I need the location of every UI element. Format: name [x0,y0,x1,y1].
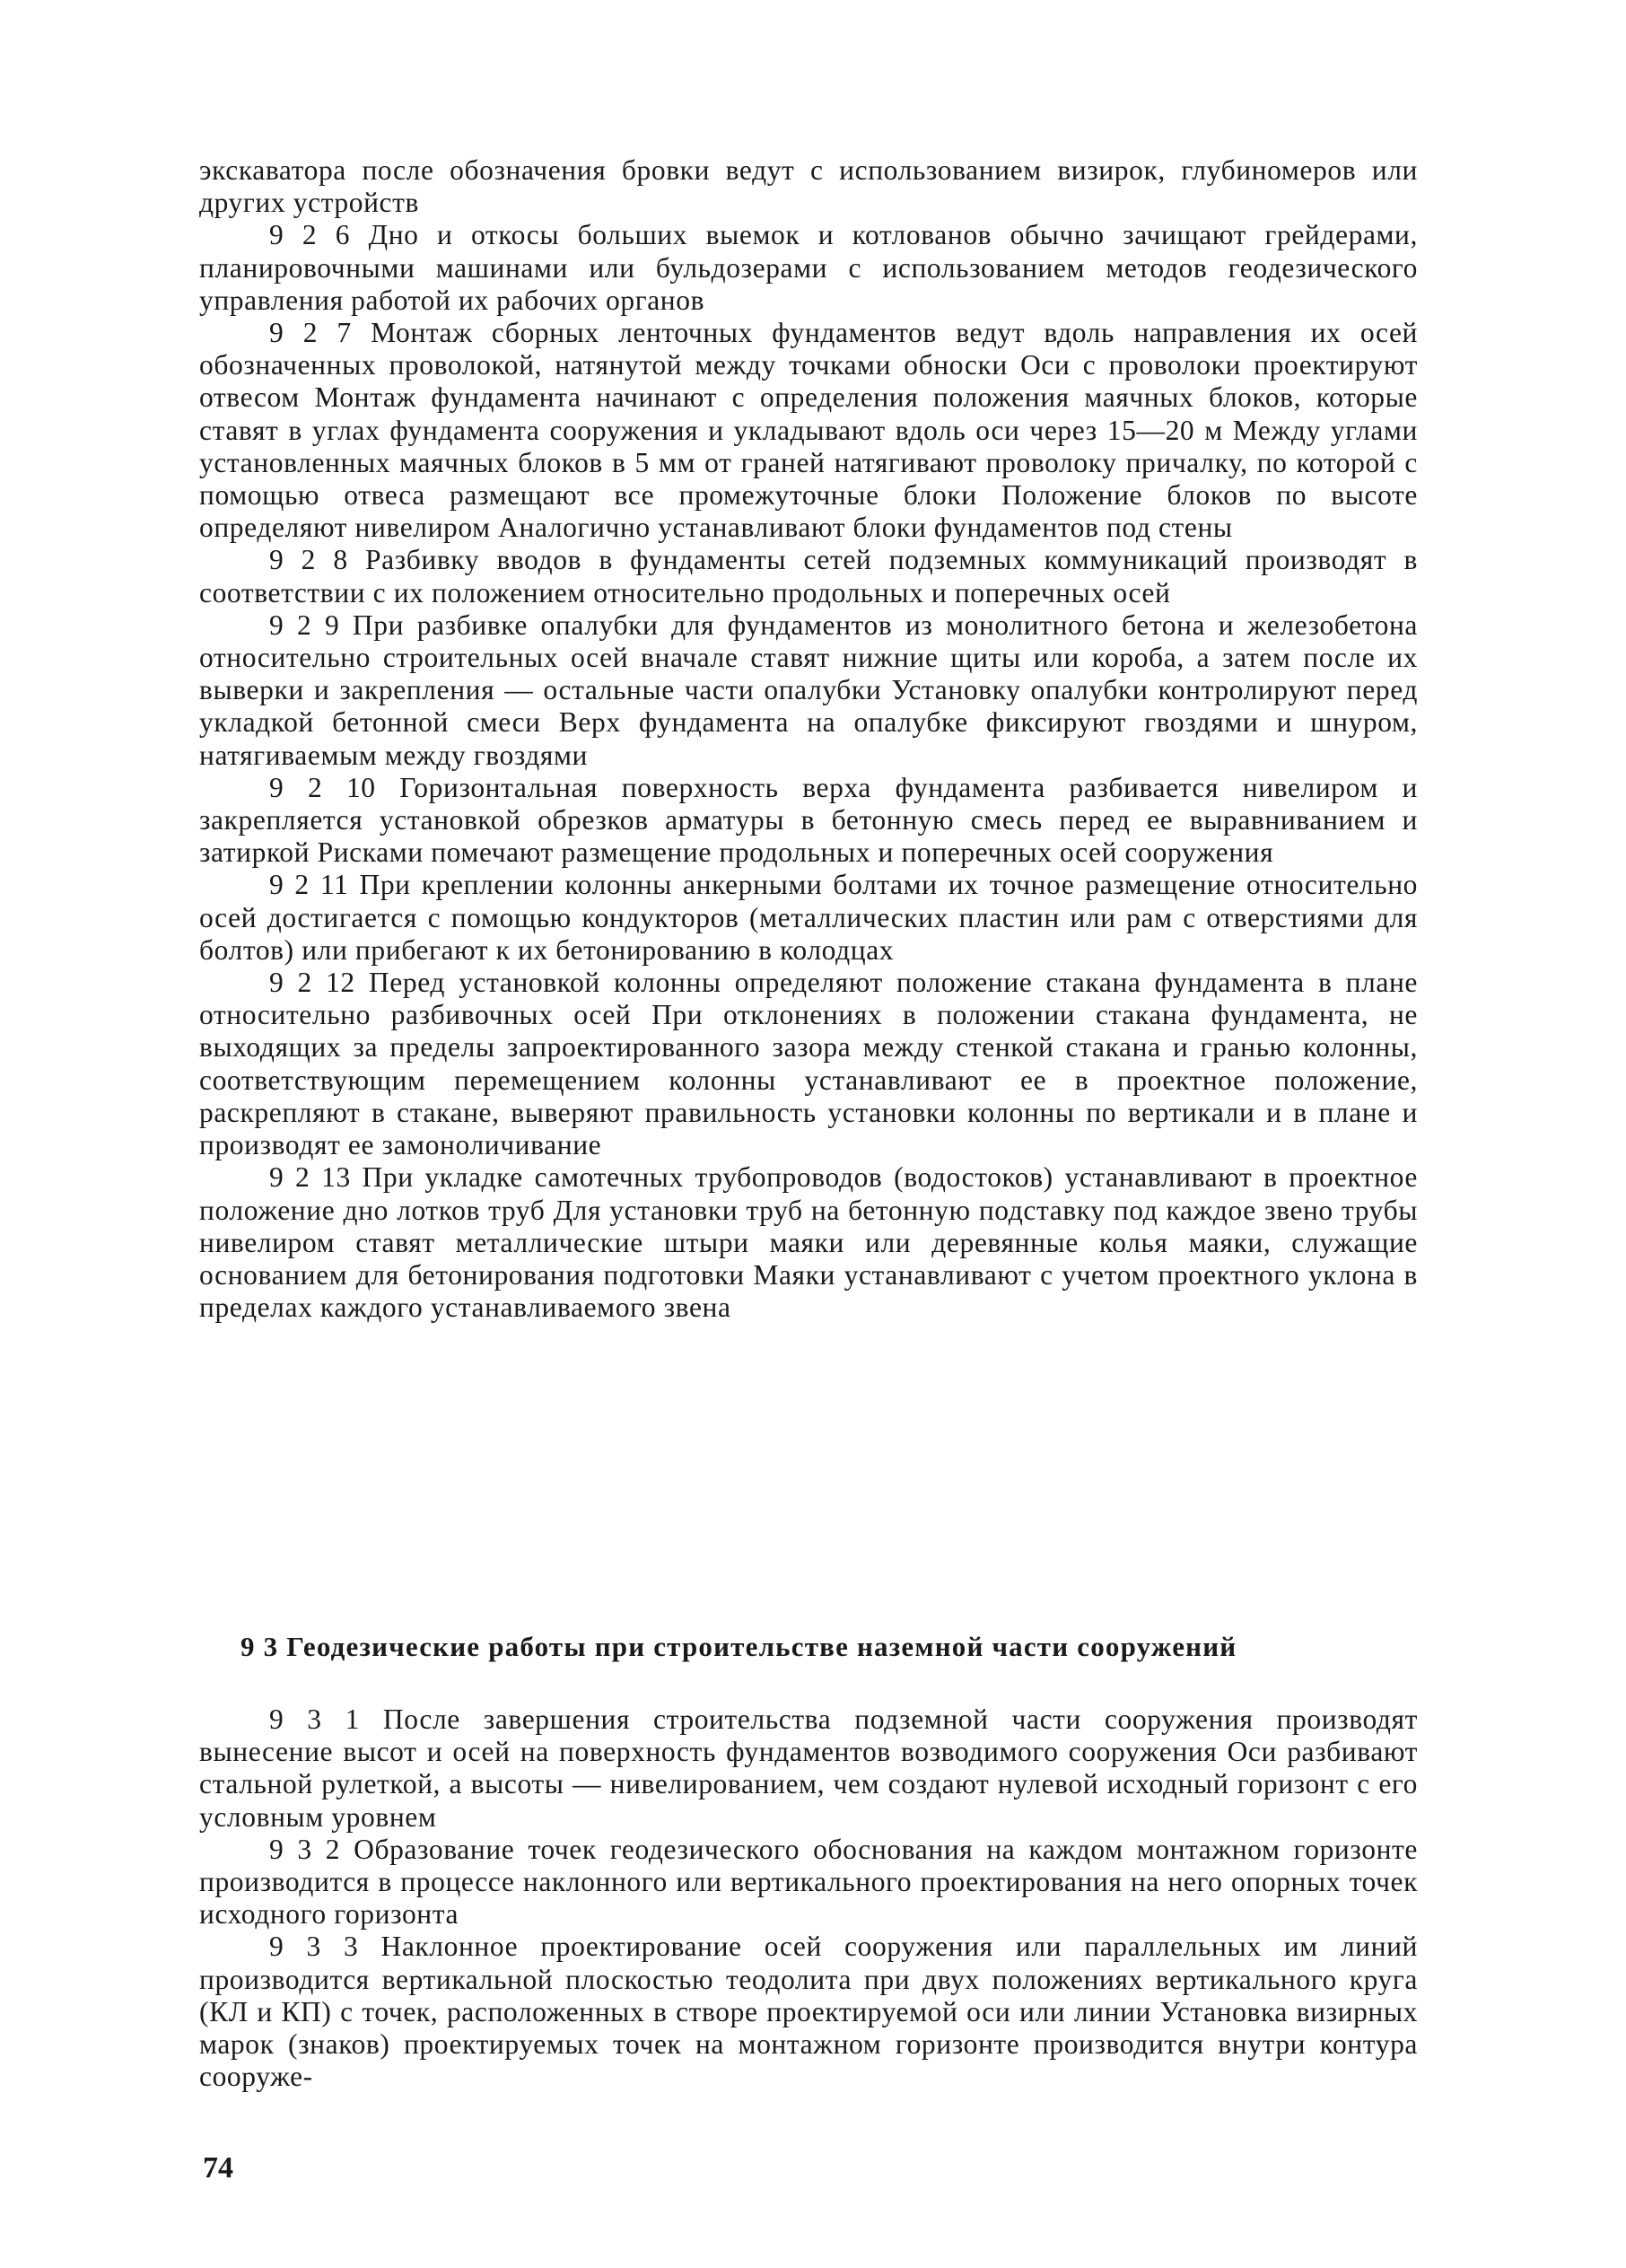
paragraph-9-2-9: 9 2 9 При разбивке опалубки для фундаментов из монолитного бетона и железобетона относительно строительных осей вначале ставят нижние щиты или короба, а затем после их выверки и закрепления — остальные части опалубки Установку опалубки контролируют перед укладкой бетонной смеси Верх фундамента на опалубке фиксируют гвоздями и шнуром, натягиваемым между гвоздями [199,609,1418,771]
paragraph-continuation: экскаватора после обозначения бровки ведут с использованием визирок, глубиномеров или других устройств [199,154,1418,219]
paragraph-9-3-2: 9 3 2 Образование точек геодезического обоснования на каждом монтажном горизонте производится в процессе наклонного или вертикального проектирования на него опорных точек исходного горизонта [199,1833,1418,1931]
paragraph-9-2-10: 9 2 10 Горизонтальная поверхность верха фундамента разбивается нивелиром и закрепляется установкой обрезков арматуры в бетонную смесь перед ее выравниванием и затиркой Рисками помечают размещение продольных и поперечных осей сооружения [199,771,1418,869]
paragraph-9-2-6: 9 2 6 Дно и откосы больших выемок и котлованов обычно зачищают грейдерами, планировочными машинами или бульдозерами с использованием методов геодезического управления работой их рабочих органов [199,219,1418,316]
section-heading-9-3: 9 3 Геодезические работы при строительстве наземной части сооружений [240,1631,1237,1662]
paragraph-9-2-8: 9 2 8 Разбивку вводов в фундаменты сетей подземных коммуникаций производят в соответствии с их положением относительно продольных и поперечных осей [199,544,1418,609]
paragraph-9-3-1: 9 3 1 После завершения строительства подземной части сооружения производят вынесение высот и осей на поверхность фундаментов возводимого сооружения Оси разбивают стальной рулеткой, а высоты — нивелированием, чем создают нулевой исходный горизонт с его условным уровнем [199,1703,1418,1833]
paragraph-9-2-12: 9 2 12 Перед установкой колонны определяют положение стакана фундамента в плане относительно разбивочных осей При отклонениях в положении стакана фундамента, не выходящих за пределы запроектированного зазора между стенкой стакана и гранью колонны, соответствующим перемещением колонны устанавливают ее в проектное положение, раскрепляют в стакане, выверяют правильность установки колонны по вертикали и в плане и производят ее замоноличивание [199,967,1418,1161]
body-text-top [199,154,1418,1324]
paragraph-9-2-11: 9 2 11 При креплении колонны анкерными болтами их точное размещение относительно осей достигается с помощью кондукторов (металлических пластин или рам с отверстиями для болтов) или прибегают к их бетонированию в колодцах [199,869,1418,966]
paragraph-9-3-3: 9 3 3 Наклонное проектирование осей сооружения или параллельных им линий производится вертикальной плоскостью теодолита при двух положениях вертикального круга (КЛ и КП) с точек, расположенных в створе проектируемой оси или линии Установка визирных марок (знаков) проектируемых точек на монтажном горизонте производится внутри контура сооруже- [199,1931,1418,2093]
paragraph-9-2-7: 9 2 7 Монтаж сборных ленточных фундаментов ведут вдоль направления их осей обозначенных проволокой, натянутой между точками обноски Оси с проволоки проектируют отвесом Монтаж фундамента начинают с определения положения маячных блоков, которые ставят в углах фундамента сооружения и укладывают вдоль оси через 15—20 м Между углами установленных маячных блоков в 5 мм от граней натягивают проволоку причалку, по которой с помощью отвеса размещают все промежуточные блоки Положение блоков по высоте определяют нивелиром Аналогично устанавливают блоки фундаментов под стены [199,317,1418,544]
paragraph-9-2-13: 9 2 13 При укладке самотечных трубопроводов (водостоков) устанавливают в проектное положение дно лотков труб Для установки труб на бетонную подставку под каждое звено трубы нивелиром ставят металлические штыри маяки или деревянные колья маяки, служащие основанием для бетонирования подготовки Маяки устанавливают с учетом проектного уклона в пределах каждого устанавливаемого звена [199,1161,1418,1324]
page-number: 74 [203,2151,233,2185]
body-text-bottom [199,1703,1418,2093]
